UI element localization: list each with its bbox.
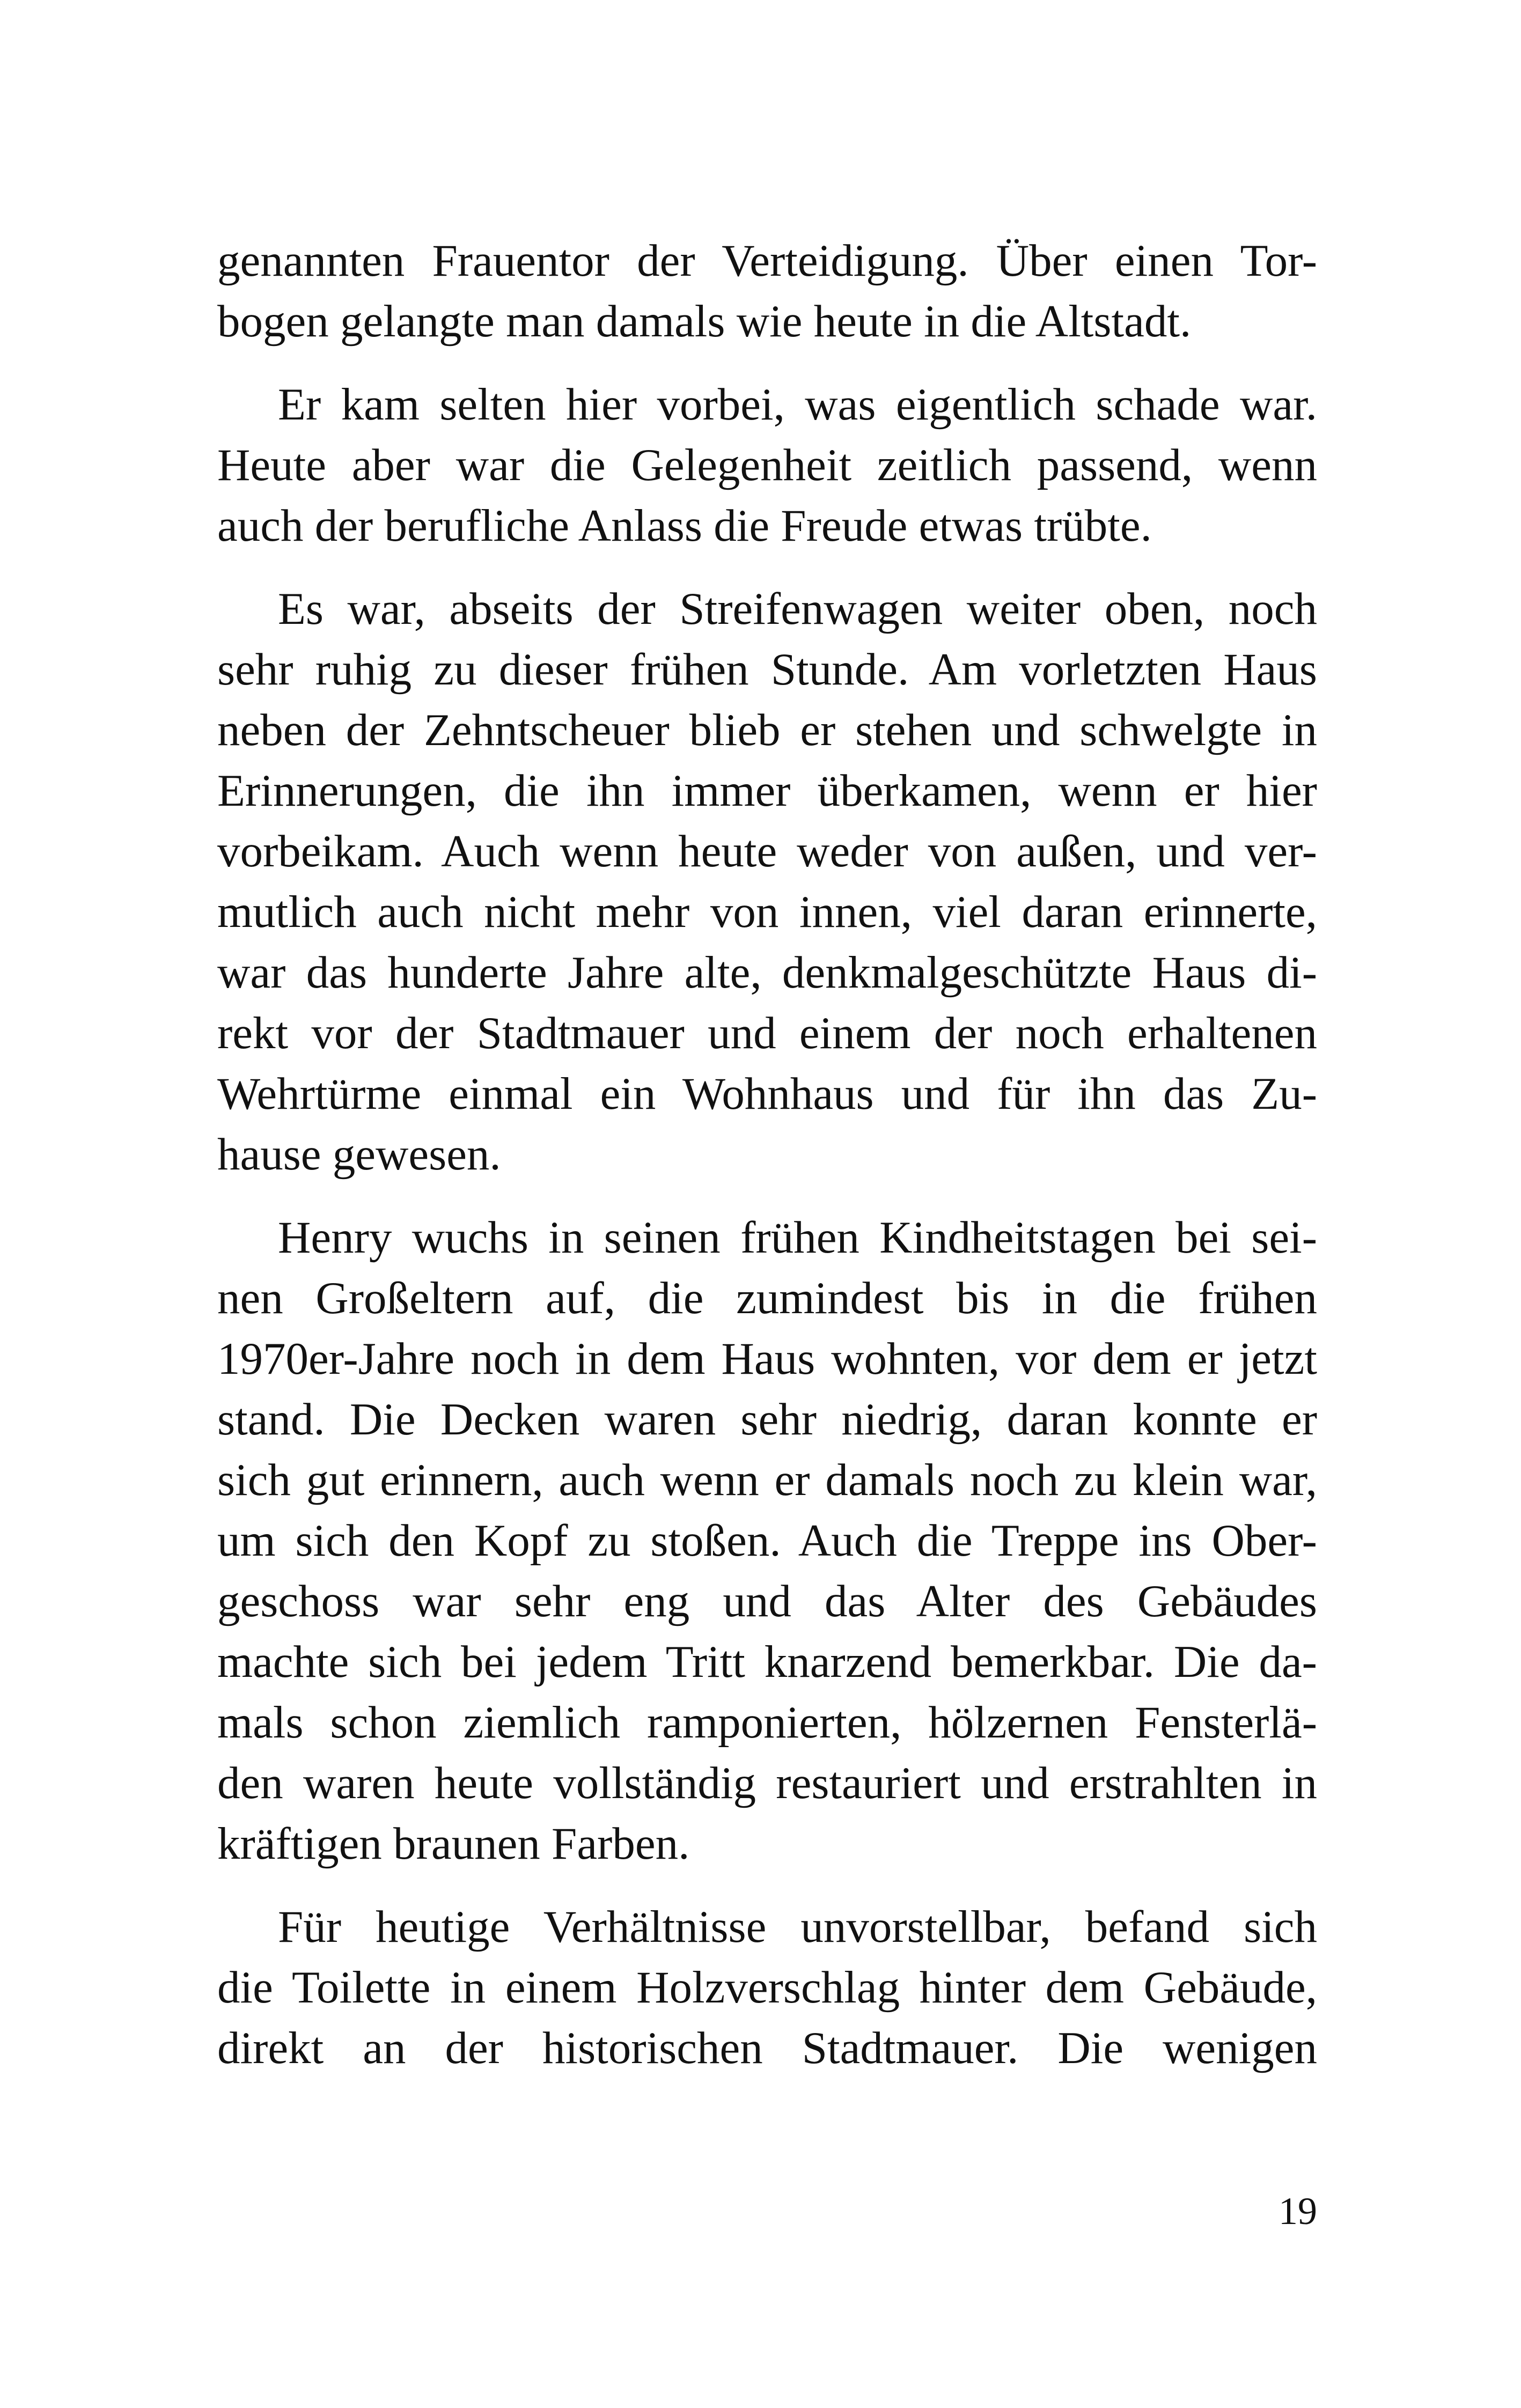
text-line: Wehrtürme einmal ein Wohnhaus und für ihn das Zu- bbox=[217, 1069, 1317, 1119]
text-line: auch der berufliche Anlass die Freude etwas trübte. bbox=[217, 500, 1152, 551]
text-line: bogen gelangte man damals wie heute in die Altstadt. bbox=[217, 296, 1192, 347]
text-line: 1970er-Jahre noch in dem Haus wohnten, vor dem er jetzt bbox=[217, 1334, 1317, 1384]
text-line: neben der Zehntscheuer blieb er stehen und schwelgte in bbox=[217, 705, 1317, 755]
text-line: vorbeikam. Auch wenn heute weder von außen, und ver- bbox=[217, 826, 1317, 877]
text-line: stand. Die Decken waren sehr niedrig, daran konnte er bbox=[217, 1394, 1317, 1445]
text-line: Heute aber war die Gelegenheit zeitlich passend, wenn bbox=[217, 440, 1317, 490]
paragraph bbox=[217, 579, 1317, 1185]
text-line: machte sich bei jedem Tritt knarzend bemerkbar. Die da- bbox=[217, 1637, 1317, 1687]
paragraph bbox=[217, 231, 1317, 352]
paragraph bbox=[217, 374, 1317, 556]
text-line: um sich den Kopf zu stoßen. Auch die Treppe ins Ober- bbox=[217, 1515, 1317, 1566]
text-line: die Toilette in einem Holzverschlag hinter dem Gebäude, bbox=[217, 1962, 1317, 2013]
text-line: Für heutige Verhältnisse unvorstellbar, befand sich bbox=[278, 1902, 1317, 1952]
text-line: rekt vor der Stadtmauer und einem der noch erhaltenen bbox=[217, 1008, 1317, 1058]
text-line: geschoss war sehr eng und das Alter des Gebäudes bbox=[217, 1576, 1317, 1626]
paragraph bbox=[217, 1897, 1317, 2079]
text-line: war das hunderte Jahre alte, denkmalgeschützte Haus di- bbox=[217, 947, 1317, 998]
paragraph bbox=[217, 1207, 1317, 1874]
body-text bbox=[217, 231, 1317, 2079]
text-line: Erinnerungen, die ihn immer überkamen, wenn er hier bbox=[217, 765, 1317, 816]
text-line: mals schon ziemlich ramponierten, hölzernen Fensterlä- bbox=[217, 1697, 1317, 1748]
page-number: 19 bbox=[1278, 2190, 1317, 2233]
text-line: den waren heute vollständig restauriert und erstrahlten in bbox=[217, 1758, 1317, 1808]
text-line: Henry wuchs in seinen frühen Kindheitstagen bei sei- bbox=[278, 1212, 1317, 1263]
text-line: hause gewesen. bbox=[217, 1129, 501, 1180]
text-line: mutlich auch nicht mehr von innen, viel daran erinnerte, bbox=[217, 887, 1317, 937]
text-line: Es war, abseits der Streifenwagen weiter oben, noch bbox=[278, 584, 1317, 634]
text-line: Er kam selten hier vorbei, was eigentlich schade war. bbox=[278, 379, 1317, 430]
text-line: sehr ruhig zu dieser frühen Stunde. Am vorletzten Haus bbox=[217, 644, 1317, 695]
text-line: kräftigen braunen Farben. bbox=[217, 1818, 690, 1869]
text-line: direkt an der historischen Stadtmauer. Die wenigen bbox=[217, 2023, 1317, 2073]
text-line: sich gut erinnern, auch wenn er damals noch zu klein war, bbox=[217, 1455, 1317, 1505]
text-line: genannten Frauentor der Verteidigung. Über einen Tor- bbox=[217, 235, 1317, 286]
text-line: nen Großeltern auf, die zumindest bis in die frühen bbox=[217, 1273, 1317, 1323]
